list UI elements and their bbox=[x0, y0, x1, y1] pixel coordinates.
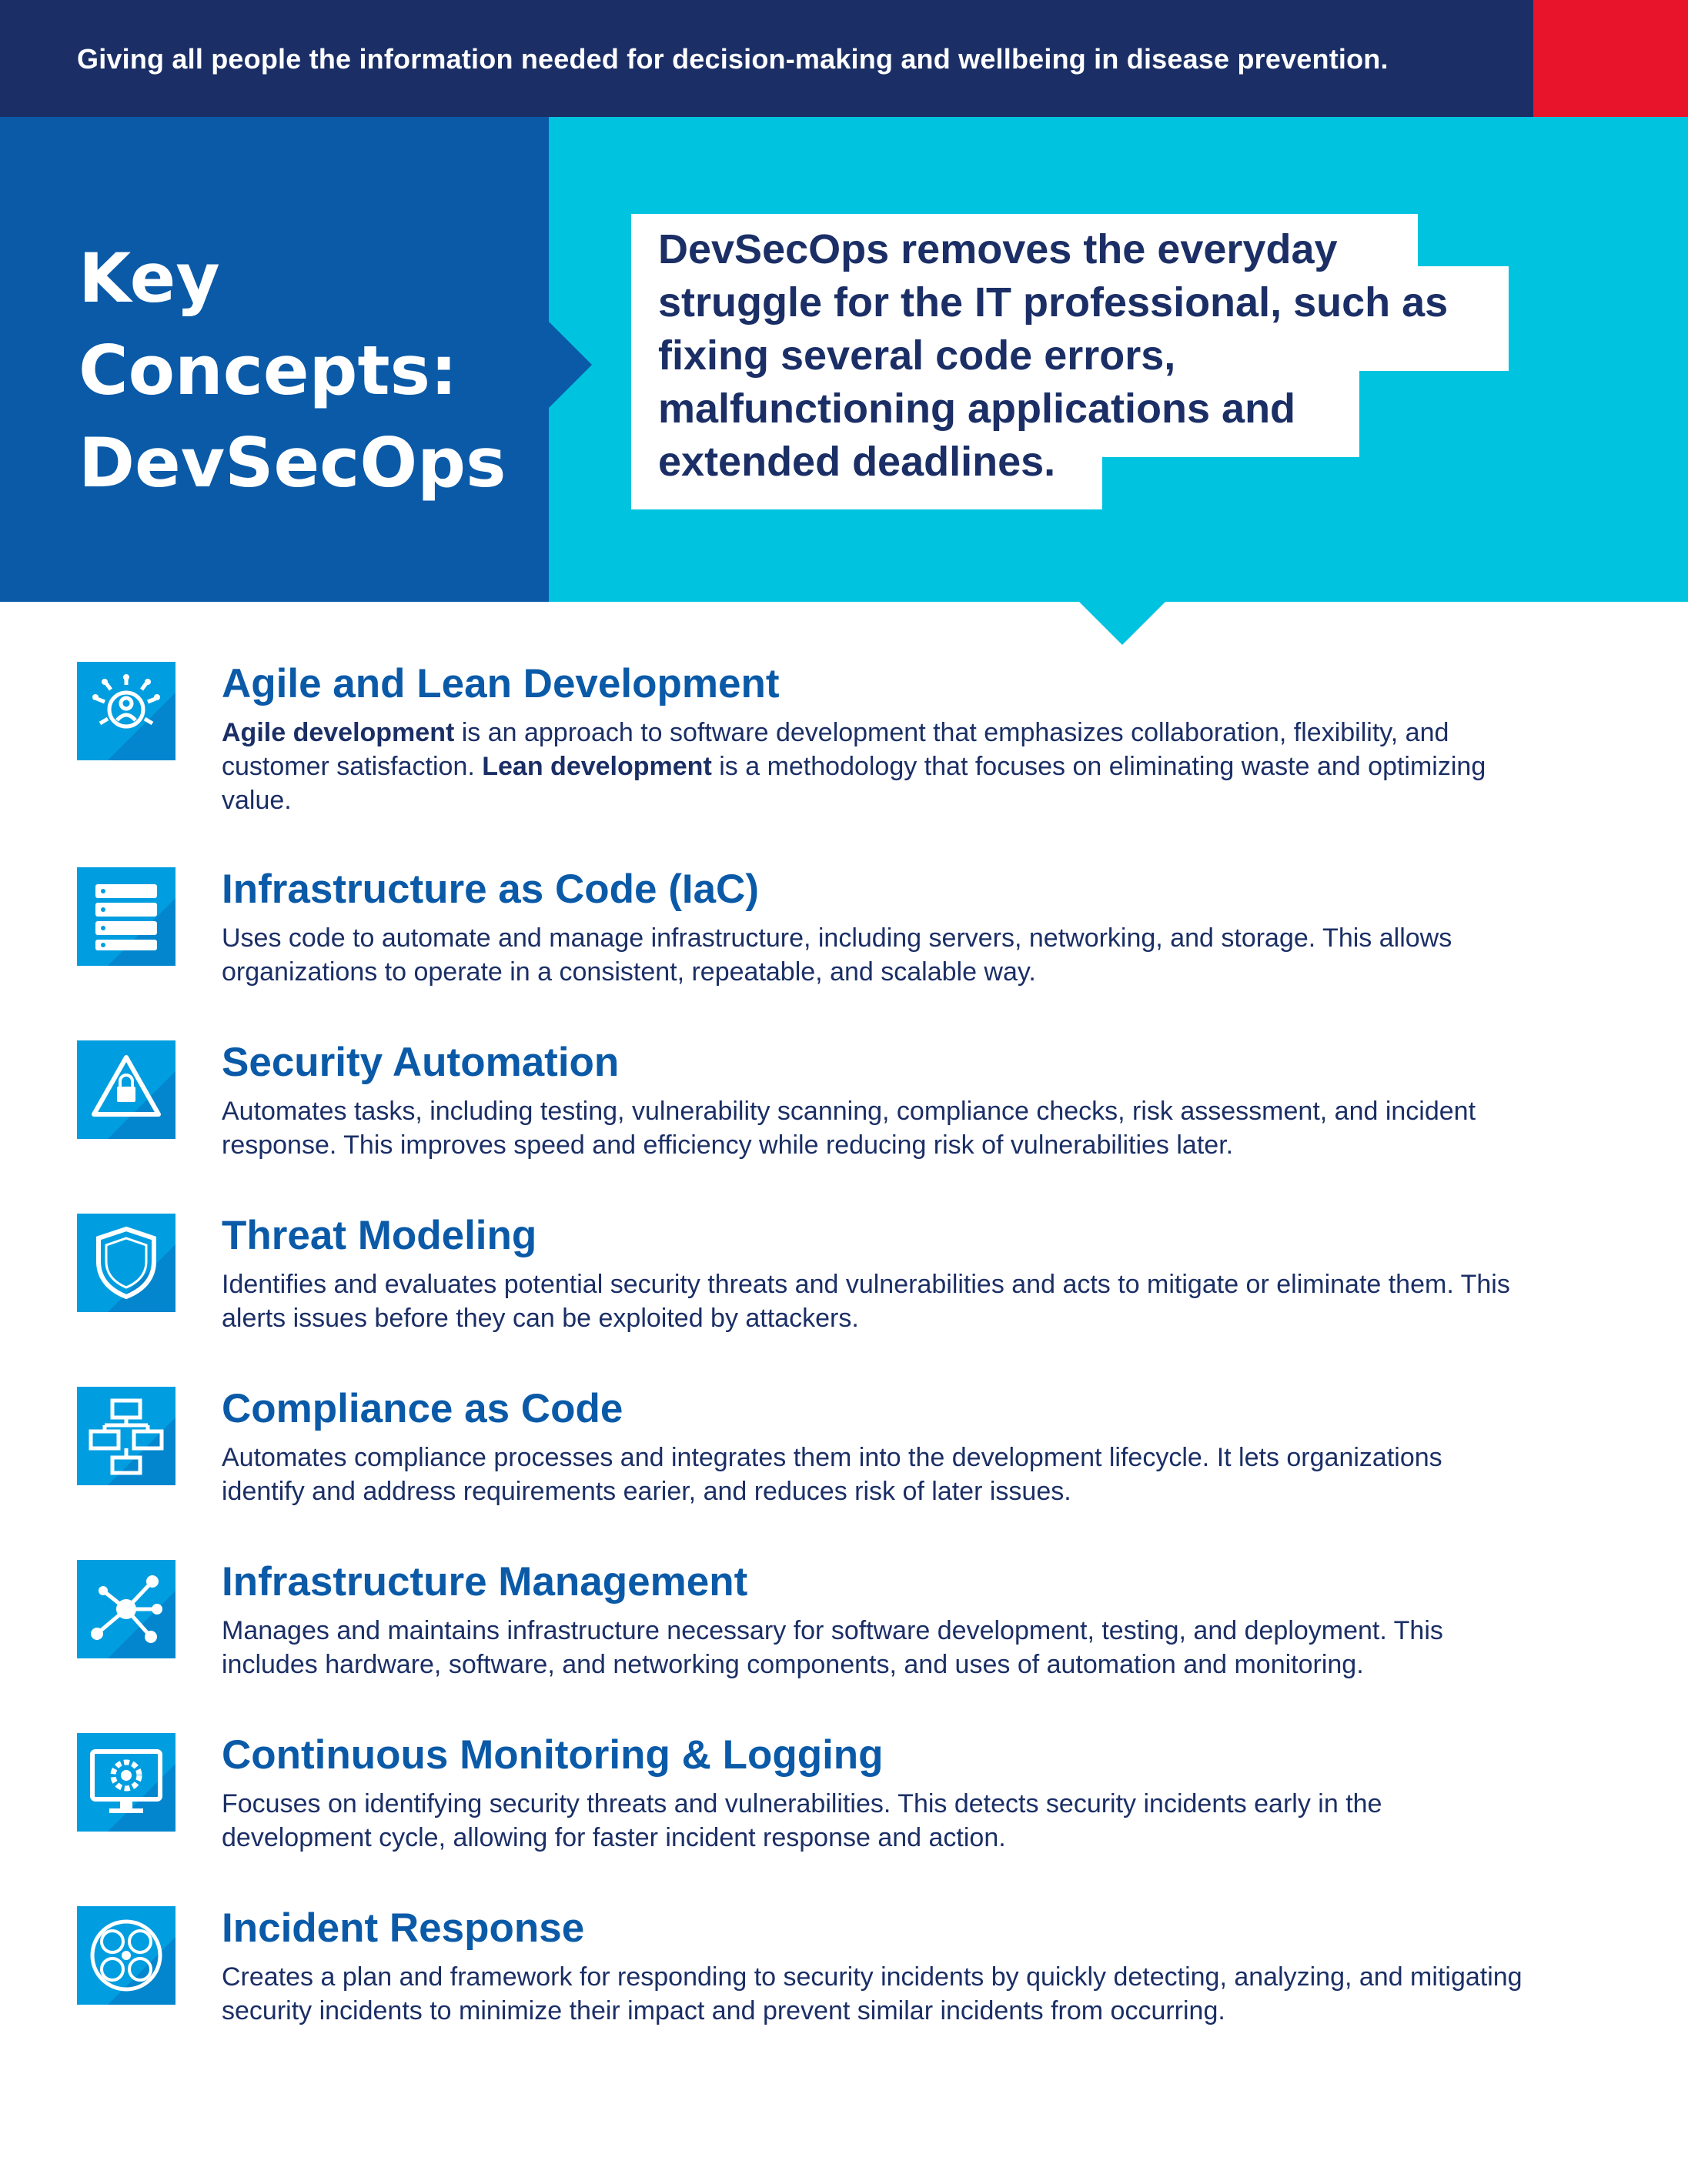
tagline: Giving all people the information needed for decision-making and wellbeing in disease prevention. bbox=[77, 43, 1389, 75]
concept-title: Agile and Lean Development bbox=[222, 661, 780, 706]
concept-text: is an approach to software development that emphasizes collaboration, flexibility, and customer satisfaction. bbox=[222, 718, 1449, 781]
concept-title: Infrastructure as Code (IaC) bbox=[222, 867, 759, 912]
concept-description bbox=[222, 921, 1530, 989]
monitor-gear-icon bbox=[77, 1733, 175, 1832]
concept-title: Threat Modeling bbox=[222, 1213, 537, 1258]
concept-description bbox=[222, 1441, 1530, 1508]
concept-title: Security Automation bbox=[222, 1040, 620, 1085]
concept-description bbox=[222, 1960, 1530, 2028]
quote-line: extended deadlines. bbox=[658, 439, 1056, 485]
title-line: Concepts: bbox=[79, 331, 458, 410]
concept-security-automation bbox=[0, 1039, 1688, 1208]
concept-title: Incident Response bbox=[222, 1905, 585, 1951]
concept-agile-lean bbox=[0, 660, 1688, 830]
concept-incident-response bbox=[0, 1905, 1688, 2074]
concept-text: Manages and maintains infrastructure necessary for software development, testing, and deployment. This includes hardware, software, and networking components, and uses of automation and monitoring. bbox=[222, 1616, 1443, 1679]
concept-description bbox=[222, 1787, 1530, 1855]
page-title bbox=[79, 232, 506, 509]
hero-pointer-right bbox=[549, 322, 592, 408]
concept-description bbox=[222, 1614, 1530, 1681]
quote-line: fixing several code errors, bbox=[658, 332, 1176, 379]
hero-quote bbox=[658, 223, 1536, 489]
concept-text: Identifies and evaluates potential security threats and vulnerabilities and acts to mitigate or eliminate them. This alerts issues before they can be exploited by attackers. bbox=[222, 1270, 1510, 1333]
flowchart-icon bbox=[77, 1387, 175, 1485]
server-rack-icon bbox=[77, 867, 175, 966]
quote-line: DevSecOps removes the everyday bbox=[658, 226, 1338, 272]
title-line: DevSecOps bbox=[79, 423, 506, 503]
concept-title: Infrastructure Management bbox=[222, 1559, 748, 1605]
hero-pointer-down bbox=[1079, 602, 1165, 645]
concept-text: Creates a plan and framework for responding to security incidents by quickly detecting, analyzing, and mitigating security incidents to minimize their impact and prevent similar incidents from occurring. bbox=[222, 1962, 1523, 2025]
header-bar bbox=[0, 0, 1688, 117]
concept-text: Uses code to automate and manage infrastructure, including servers, networking, and storage. This allows organizations to operate in a consistent, repeatable, and scalable way. bbox=[222, 923, 1452, 987]
concept-text: is a methodology that focuses on eliminating waste and optimizing value. bbox=[222, 752, 1486, 815]
concept-term: Lean development bbox=[482, 752, 712, 781]
concept-monitoring-logging bbox=[0, 1732, 1688, 1901]
concept-description bbox=[222, 1094, 1530, 1162]
warning-lock-icon bbox=[77, 1040, 175, 1139]
agile-lean-icon bbox=[77, 662, 175, 760]
concept-description bbox=[222, 1267, 1530, 1335]
concept-term: Agile development bbox=[222, 718, 455, 747]
concept-threat-modeling bbox=[0, 1212, 1688, 1381]
concept-text: Focuses on identifying security threats and vulnerabilities. This detects security incidents early in the development cycle, allowing for faster incident response and action. bbox=[222, 1789, 1382, 1852]
hero-title-panel bbox=[0, 117, 549, 602]
network-nodes-icon bbox=[77, 1560, 175, 1658]
quote-line: malfunctioning applications and bbox=[658, 386, 1296, 432]
concept-description bbox=[222, 716, 1530, 817]
concept-text: Automates tasks, including testing, vulnerability scanning, compliance checks, risk assessment, and incident response. This improves speed and efficiency while reducing risk of vulnerabilities later. bbox=[222, 1097, 1476, 1160]
title-line: Key bbox=[79, 239, 220, 318]
team-circle-icon bbox=[77, 1906, 175, 2005]
concept-iac bbox=[0, 866, 1688, 1035]
shield-icon bbox=[77, 1214, 175, 1312]
concept-infrastructure-management bbox=[0, 1558, 1688, 1728]
quote-line: struggle for the IT professional, such as bbox=[658, 279, 1449, 326]
concept-title: Continuous Monitoring & Logging bbox=[222, 1732, 884, 1778]
concept-title: Compliance as Code bbox=[222, 1386, 623, 1431]
concept-text: Automates compliance processes and integrates them into the development lifecycle. It lets organizations identify and address requirements earier, and reduces risk of later issues. bbox=[222, 1443, 1442, 1506]
concept-compliance-as-code bbox=[0, 1385, 1688, 1555]
